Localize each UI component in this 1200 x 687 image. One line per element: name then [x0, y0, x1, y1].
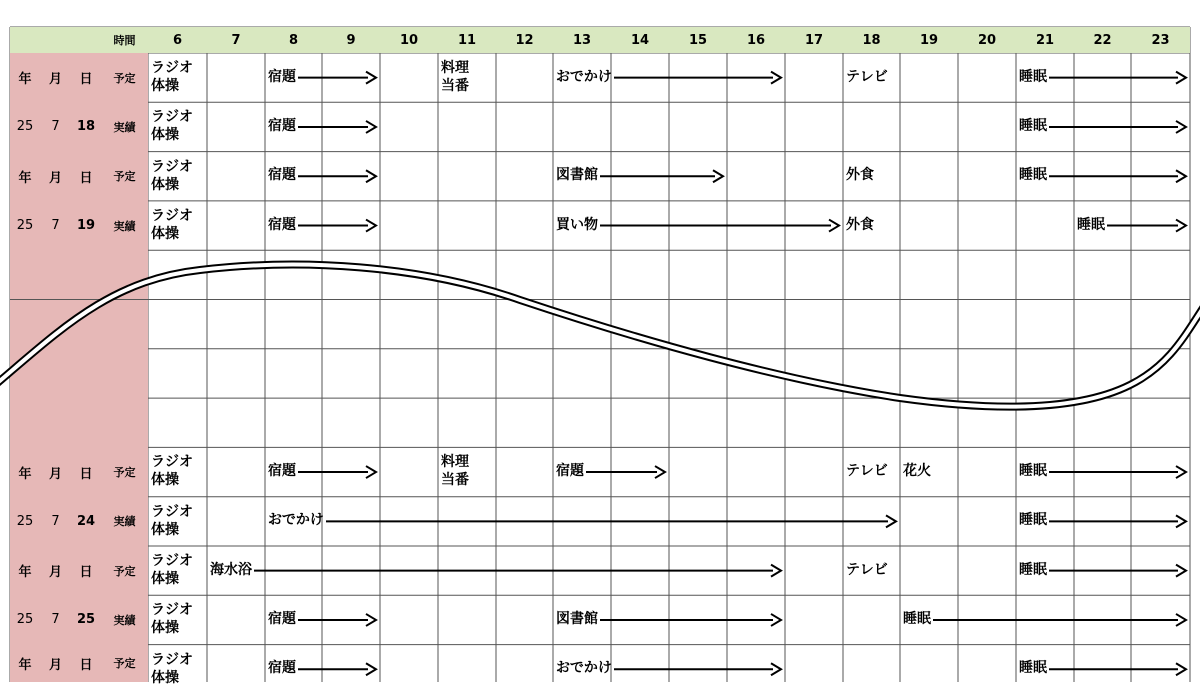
row-c1-cell: 年	[10, 645, 40, 682]
row-c3-cell: 日	[71, 447, 101, 496]
activity-label: 海水浴	[210, 561, 252, 578]
header-cell-hour: 23	[1131, 27, 1190, 53]
header-cell-hour: 12	[496, 27, 553, 53]
activity-label: 宿題	[556, 463, 584, 480]
break-line-inner	[0, 265, 1200, 407]
activity-label: 宿題	[268, 68, 296, 85]
header-cell-hour: 19	[900, 27, 958, 53]
row-c3-cell: 日	[71, 152, 101, 201]
activity-label: ラジオ 体操	[151, 454, 193, 489]
activity-label: ラジオ 体操	[151, 158, 193, 193]
header-cell-hour: 17	[785, 27, 843, 53]
activity-label: 宿題	[268, 463, 296, 480]
row-c3-cell: 25	[71, 595, 101, 644]
row-c2-cell: 7	[40, 595, 71, 644]
row-c1-cell: 25	[10, 497, 40, 546]
row-c1-cell: 年	[10, 152, 40, 201]
activity-label: 睡眠	[903, 610, 931, 627]
activity-label: ラジオ 体操	[151, 207, 193, 242]
activity-label: 睡眠	[1077, 216, 1105, 233]
activity-label: 睡眠	[1019, 167, 1047, 184]
row-type-cell: 予定	[101, 447, 148, 496]
activity-label: 睡眠	[1019, 561, 1047, 578]
row-c3-cell: 18	[71, 102, 101, 151]
activity-label: テレビ	[846, 68, 888, 85]
activity-label: おでかけ	[268, 512, 324, 529]
activity-label: ラジオ 体操	[151, 503, 193, 538]
activity-label: 睡眠	[1019, 463, 1047, 480]
activity-label: 睡眠	[1019, 660, 1047, 677]
activity-label: 宿題	[268, 610, 296, 627]
row-c2-cell: 月	[40, 546, 71, 595]
row-type-cell: 予定	[101, 53, 148, 102]
activity-label: 図書館	[556, 167, 598, 184]
row-c1-cell: 25	[10, 201, 40, 250]
row-c2-cell: 7	[40, 102, 71, 151]
activity-label: ラジオ 体操	[151, 602, 193, 637]
row-type-cell: 実績	[101, 201, 148, 250]
header-cell-hour: 10	[380, 27, 438, 53]
row-type-cell: 予定	[101, 645, 148, 682]
row-c1-cell: 25	[10, 102, 40, 151]
row-type-cell: 実績	[101, 497, 148, 546]
activity-label: テレビ	[846, 561, 888, 578]
header-cell-hour: 8	[265, 27, 322, 53]
header-cell-hour: 13	[553, 27, 611, 53]
activity-label: おでかけ	[556, 660, 612, 677]
header-cell-hour: 21	[1016, 27, 1074, 53]
row-c3-cell: 19	[71, 201, 101, 250]
activity-label: 外食	[846, 167, 874, 184]
header-cell-hour: 7	[207, 27, 265, 53]
row-c2-cell: 7	[40, 497, 71, 546]
activity-label: ラジオ 体操	[151, 553, 193, 587]
activity-label: 宿題	[268, 117, 296, 134]
activity-label: 宿題	[268, 660, 296, 677]
header-cell-meta: 時間	[101, 27, 148, 53]
activity-label: 花火	[903, 463, 931, 480]
row-c2-cell: 月	[40, 53, 71, 102]
row-type-cell: 予定	[101, 152, 148, 201]
activity-label: 外食	[846, 216, 874, 233]
activity-label: 図書館	[556, 610, 598, 627]
header-cell-hour: 15	[669, 27, 727, 53]
row-c1-cell: 25	[10, 595, 40, 644]
activity-label: おでかけ	[556, 68, 612, 85]
activity-label: テレビ	[846, 463, 888, 480]
header-cell-hour: 11	[438, 27, 496, 53]
header-cell-hour: 6	[148, 27, 207, 53]
activity-label: 買い物	[556, 216, 598, 233]
header-cell-hour: 18	[843, 27, 900, 53]
row-c3-cell: 日	[71, 53, 101, 102]
activity-label: ラジオ 体操	[151, 109, 193, 144]
row-c3-cell: 日	[71, 645, 101, 682]
activity-label: 宿題	[268, 216, 296, 233]
activity-label: 睡眠	[1019, 512, 1047, 529]
activity-label: 宿題	[268, 167, 296, 184]
row-type-cell: 実績	[101, 102, 148, 151]
activity-label: 睡眠	[1019, 68, 1047, 85]
row-c1-cell: 年	[10, 53, 40, 102]
activity-label: ラジオ 体操	[151, 651, 193, 686]
header-cell-hour: 22	[1074, 27, 1131, 53]
row-type-cell: 実績	[101, 595, 148, 644]
header-cell-hour: 14	[611, 27, 669, 53]
row-c1-cell: 年	[10, 447, 40, 496]
row-c1-cell: 年	[10, 546, 40, 595]
activity-label: 睡眠	[1019, 117, 1047, 134]
row-type-cell: 予定	[101, 546, 148, 595]
row-c2-cell: 月	[40, 152, 71, 201]
activity-label: ラジオ 体操	[151, 60, 193, 94]
row-c2-cell: 7	[40, 201, 71, 250]
row-c2-cell: 月	[40, 645, 71, 682]
row-c3-cell: 24	[71, 497, 101, 546]
activity-label: 料理 当番	[441, 454, 469, 489]
header-cell-hour: 20	[958, 27, 1016, 53]
break-line-outer	[0, 265, 1200, 407]
row-c3-cell: 日	[71, 546, 101, 595]
row-c2-cell: 月	[40, 447, 71, 496]
header-cell-hour: 9	[322, 27, 380, 53]
header-cell-hour: 16	[727, 27, 785, 53]
activity-label: 料理 当番	[441, 60, 469, 94]
